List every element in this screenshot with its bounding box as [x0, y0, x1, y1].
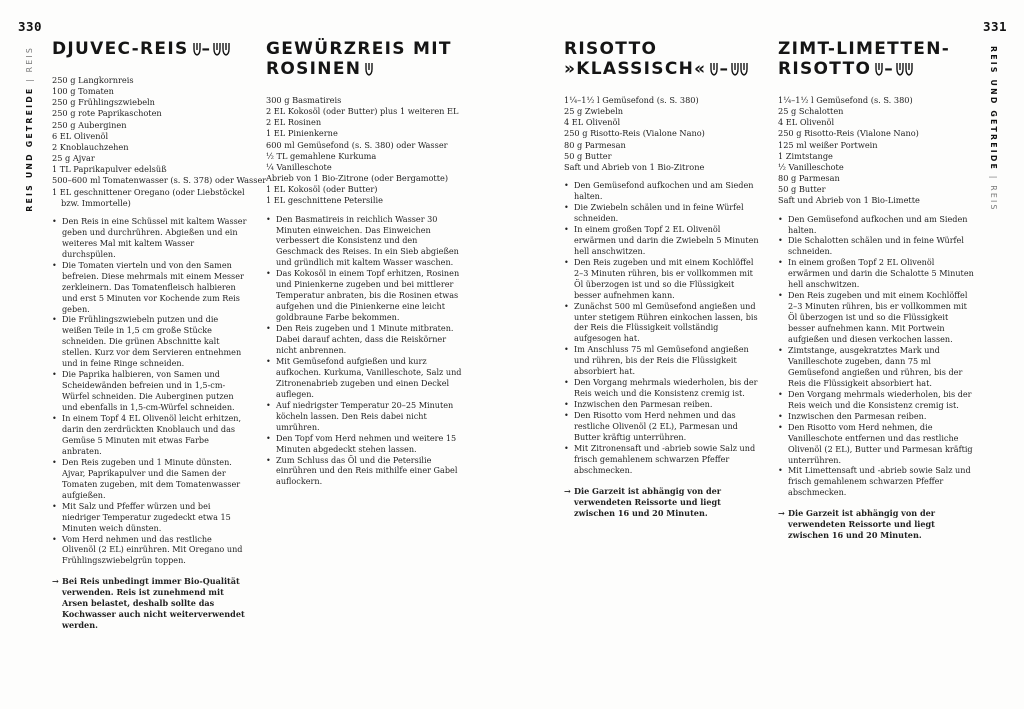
step-item: • Das Kokosöl in einem Topf erhitzen, Rosinen und Pinienkerne zugeben und bei mittlerer Temperatur anbraten, bis die Rosinen etwas aufgehen und die Pinienkerne eine leicht goldbraune Farbe bekommen. — [266, 268, 462, 323]
step-item: • Inzwischen den Parmesan reiben. — [778, 411, 977, 422]
ingredient-item: 250 g Risotto-Reis (Vialone Nano) — [564, 128, 705, 139]
difficulty-range-dash: – — [719, 59, 730, 79]
step-item: • Die Schalotten schälen und in feine Würfel schneiden. — [778, 235, 977, 257]
ingredient-item: ¼ Vanilleschote — [266, 161, 332, 172]
ingredient-item: 1 EL Kokosöl (oder Butter) — [266, 184, 378, 195]
running-head-left — [25, 46, 34, 212]
ingredient-item: 1 Zimtstange — [778, 150, 833, 161]
recipe-title — [52, 39, 247, 61]
step-item: • Den Gemüsefond aufkochen und am Sieden halten. — [778, 214, 977, 236]
recipe-djuvec-reis — [52, 39, 267, 631]
ingredient-item: 2 Knoblauchzehen — [52, 141, 129, 152]
arrow-icon: → — [778, 508, 785, 519]
step-item: • Die Tomaten vierteln und von den Samen befreien. Diese mehrmals mit einem Messer zerkleinern. Das Tomatenfleisch halbieren und erst 5 Minuten vor Kochende zum Reis geben. — [52, 260, 247, 315]
difficulty-spoon-icon — [365, 61, 373, 81]
recipe-title — [778, 39, 977, 81]
recipe-note-text: Die Garzeit ist abhängig von der verwendeten Reissorte und liegt zwischen 16 und 20 Minuten. — [788, 508, 936, 541]
ingredient-item: 4 EL Olivenöl — [778, 117, 835, 128]
difficulty-spoon-icon — [896, 61, 913, 81]
step-item: • Den Gemüsefond aufkochen und am Sieden halten. — [564, 180, 761, 202]
ingredient-item: Saft und Abrieb von 1 Bio-Zitrone — [564, 161, 705, 172]
recipe-title-line: GEWÜRZREIS MIT — [266, 39, 452, 59]
ingredient-item: 80 g Parmesan — [564, 139, 626, 150]
step-item: • Den Reis zugeben und 1 Minute mitbraten. Dabei darauf achten, dass die Reiskörner nicht anbrennen. — [266, 323, 462, 356]
ingredient-item: 250 g Risotto-Reis (Vialone Nano) — [778, 128, 919, 139]
ingredient-item: 1 EL Pinienkerne — [266, 128, 338, 139]
ingredient-item: 25 g Zwiebeln — [564, 106, 624, 117]
step-list — [52, 216, 247, 567]
ingredient-item: 1¼–1½ l Gemüsefond (s. S. 380) — [778, 95, 913, 105]
difficulty-spoon-icon — [213, 41, 230, 61]
step-list — [266, 214, 462, 488]
recipe-title-line: ZIMT-LIMETTEN- — [778, 39, 951, 59]
ingredient-item: 100 g Tomaten — [52, 86, 114, 97]
ingredient-item: 25 g Ajvar — [52, 153, 95, 164]
recipe-note — [778, 508, 977, 541]
ingredient-item: 50 g Butter — [564, 150, 612, 161]
ingredient-item: Saft und Abrieb von 1 Bio-Limette — [778, 195, 920, 206]
ingredient-list — [778, 95, 977, 207]
step-item: • Den Reis zugeben und 1 Minute dünsten. Ajvar, Paprikapulver und die Samen der Tomaten zugeben, mit dem Tomatenwasser aufgießen. — [52, 457, 247, 501]
step-item: • Zimtstange, ausgekratztes Mark und Vanilleschote zugeben, dann 75 ml Gemüsefond angießen und rühren, bis der Reis die Flüssigkeit absorbiert hat. — [778, 345, 977, 389]
step-item: • Mit Limettensaft und -abrieb sowie Salz und frisch gemahlenem schwarzen Pfeffer abschmecken. — [778, 465, 977, 498]
ingredient-item: 500–600 ml Tomatenwasser (s. S. 378) oder Wasser — [52, 175, 267, 186]
ingredient-item: 250 g Auberginen — [52, 119, 127, 130]
ingredient-item: 6 EL Olivenöl — [52, 130, 109, 141]
ingredient-item: 1 TL Paprikapulver edelsüß — [52, 164, 167, 175]
step-item: • Den Reis zugeben und mit einem Kochlöffel 2–3 Minuten rühren, bis er vollkommen mit Öl überzogen ist und so die Flüssigkeit besser aufnehmen kann. — [564, 257, 761, 301]
ingredient-item: ½ TL gemahlene Kurkuma — [266, 150, 377, 161]
difficulty-spoon-icon — [731, 61, 748, 81]
running-head-chapter: REIS — [989, 185, 998, 212]
arrow-icon: → — [564, 485, 571, 496]
running-head-section: REIS UND GETREIDE — [989, 46, 998, 172]
recipe-title-line: RISOTTO — [778, 59, 872, 79]
recipe-title-line: »KLASSISCH« — [564, 59, 707, 79]
ingredient-list — [52, 75, 267, 209]
ingredient-item: 2 EL Rosinen — [266, 117, 322, 128]
running-head-separator: | — [989, 175, 998, 181]
step-item: • Die Zwiebeln schälen und in feine Würfel schneiden. — [564, 202, 761, 224]
page-number-left: 330 — [18, 19, 43, 34]
ingredient-item: 125 ml weißer Portwein — [778, 139, 878, 150]
step-item: • Den Basmatireis in reichlich Wasser 30 Minuten einweichen. Das Einweichen verbessert die Konsistenz und den Geschmack des Reises. In ein Sieb abgießen und gründlich mit kaltem Wasser waschen. — [266, 214, 462, 269]
step-item: • Den Reis zugeben und mit einem Kochlöffel 2–3 Minuten rühren, bis er vollkommen mit Öl überzogen ist und so die Flüssigkeit besser aufnehmen kann. Mit Portwein aufgießen und diesen verkochen lassen. — [778, 290, 977, 345]
step-item: • Vom Herd nehmen und das restliche Olivenöl (2 EL) einrühren. Mit Oregano und Frühlingszwiebelgrün toppen. — [52, 534, 247, 567]
step-item: • Mit Zitronensaft und -abrieb sowie Salz und frisch gemahlenem schwarzen Pfeffer abschmecken. — [564, 443, 761, 476]
running-head-separator: | — [25, 77, 34, 82]
ingredient-item: 250 g Frühlingszwiebeln — [52, 97, 155, 108]
ingredient-item: 50 g Butter — [778, 184, 826, 195]
running-head-section: REIS UND GETREIDE — [25, 86, 34, 212]
step-item: • Mit Salz und Pfeffer würzen und bei niedriger Temperatur zugedeckt etwa 15 Minuten weich dünsten. — [52, 501, 247, 534]
step-item: • Die Paprika halbieren, von Samen und Scheidewänden befreien und in 1,5-cm-Würfel schneiden. Die Auberginen putzen und ebenfalls in 1,5-cm-Würfel schneiden. — [52, 369, 247, 413]
ingredient-item: 250 g rote Paprikaschoten — [52, 108, 162, 119]
step-item: • Inzwischen den Parmesan reiben. — [564, 399, 761, 410]
difficulty-range-dash: – — [884, 59, 895, 79]
recipe-title — [564, 39, 761, 81]
step-item: • Auf niedrigster Temperatur 20–25 Minuten köcheln lassen. Den Reis dabei nicht umrühren. — [266, 400, 462, 433]
difficulty-spoon-icon — [875, 61, 883, 81]
recipe-note-text: Die Garzeit ist abhängig von der verwendeten Reissorte und liegt zwischen 16 und 20 Minuten. — [574, 485, 722, 518]
ingredient-item: Abrieb von 1 Bio-Zitrone (oder Bergamotte) — [266, 173, 449, 184]
ingredient-item: 4 EL Olivenöl — [564, 117, 621, 128]
recipe-gewuerzreis — [266, 39, 462, 487]
step-item: • Zunächst 500 ml Gemüsefond angießen und unter stetigem Rühren einkochen lassen, bis der Reis die Flüssigkeit vollständig aufgesogen hat. — [564, 301, 761, 345]
ingredient-list — [564, 95, 761, 173]
ingredient-item: 1 EL geschnittene Petersilie — [266, 195, 383, 206]
step-item: • Im Anschluss 75 ml Gemüsefond angießen und rühren, bis der Reis die Flüssigkeit absorbiert hat. — [564, 344, 761, 377]
difficulty-spoon-icon — [710, 61, 718, 81]
step-item: • Den Reis in eine Schüssel mit kaltem Wasser geben und durchrühren. Abgießen und ein weiteres Mal mit kaltem Wasser durchspülen. — [52, 216, 247, 260]
step-item: • Den Risotto vom Herd nehmen, die Vanilleschote entfernen und das restliche Olivenöl (2 EL), Butter und Parmesan kräftig unterrühren. — [778, 422, 977, 466]
recipe-title-line: RISOTTO — [564, 39, 658, 59]
step-item: • In einem großen Topf 2 EL Olivenöl erwärmen und darin die Schalotte 5 Minuten hell anschwitzen. — [778, 257, 977, 290]
step-item: • In einem Topf 4 EL Olivenöl leicht erhitzen, darin den zerdrückten Knoblauch und das Gemüse 5 Minuten mit etwas Farbe anbraten. — [52, 413, 247, 457]
page-number-right: 331 — [983, 19, 1008, 34]
recipe-title-line: ROSINEN — [266, 59, 362, 79]
step-item: • Den Risotto vom Herd nehmen und das restliche Olivenöl (2 EL), Parmesan und Butter kräftig unterrühren. — [564, 410, 761, 443]
ingredient-item: 300 g Basmatireis — [266, 95, 342, 105]
ingredient-item: 80 g Parmesan — [778, 173, 840, 184]
running-head-right — [989, 46, 998, 212]
step-item: • Den Vorgang mehrmals wiederholen, bis der Reis weich und die Konsistenz cremig ist. — [564, 377, 761, 399]
ingredient-item: 25 g Schalotten — [778, 106, 844, 117]
step-list — [564, 180, 761, 476]
recipe-zimt-limetten-risotto — [778, 39, 977, 541]
recipe-title-line: DJUVEC-REIS — [52, 39, 189, 59]
recipe-note-text: Bei Reis unbedingt immer Bio-Qualität verwenden. Reis ist zunehmend mit Arsen belastet, deshalb sollte das Kochwasser auch nicht weiterverwendet werden. — [62, 576, 245, 630]
difficulty-range-dash: – — [201, 39, 212, 59]
ingredient-item: 2 EL Kokosöl (oder Butter) plus 1 weiteren EL — [266, 106, 459, 117]
ingredient-item: 600 ml Gemüsefond (s. S. 380) oder Wasser — [266, 139, 448, 150]
recipe-title — [266, 39, 462, 81]
step-item: • Den Vorgang mehrmals wiederholen, bis der Reis weich und die Konsistenz cremig ist. — [778, 389, 977, 411]
ingredient-item: 1¼–1½ l Gemüsefond (s. S. 380) — [564, 95, 699, 105]
difficulty-spoon-icon — [193, 41, 201, 61]
arrow-icon: → — [52, 576, 59, 587]
recipe-risotto-klassisch — [564, 39, 761, 519]
ingredient-item: 250 g Langkornreis — [52, 75, 134, 85]
ingredient-list — [266, 95, 462, 207]
step-list — [778, 214, 977, 499]
step-item: • Den Topf vom Herd nehmen und weitere 15 Minuten abgedeckt stehen lassen. — [266, 433, 462, 455]
running-head-chapter: REIS — [25, 46, 34, 73]
ingredient-item: ½ Vanilleschote — [778, 161, 844, 172]
step-item: • Mit Gemüsefond aufgießen und kurz aufkochen. Kurkuma, Vanilleschote, Salz und Zitronenabrieb zugeben und einen Deckel auflegen. — [266, 356, 462, 400]
recipe-note — [564, 486, 761, 519]
recipe-note — [52, 576, 247, 631]
step-item: • Zum Schluss das Öl und die Petersilie einrühren und den Reis mithilfe einer Gabel auflockern. — [266, 455, 462, 488]
step-item: • In einem großen Topf 2 EL Olivenöl erwärmen und darin die Zwiebeln 5 Minuten hell anschwitzen. — [564, 224, 761, 257]
ingredient-item: 1 EL geschnittener Oregano (oder Liebstöckel bzw. Immortelle) — [52, 186, 245, 208]
step-item: • Die Frühlingszwiebeln putzen und die weißen Teile in 1,5 cm große Stücke schneiden. Die grünen Abschnitte kalt stellen. Kurz vor dem Servieren entnehmen und in feine Ringe schneiden. — [52, 314, 247, 369]
